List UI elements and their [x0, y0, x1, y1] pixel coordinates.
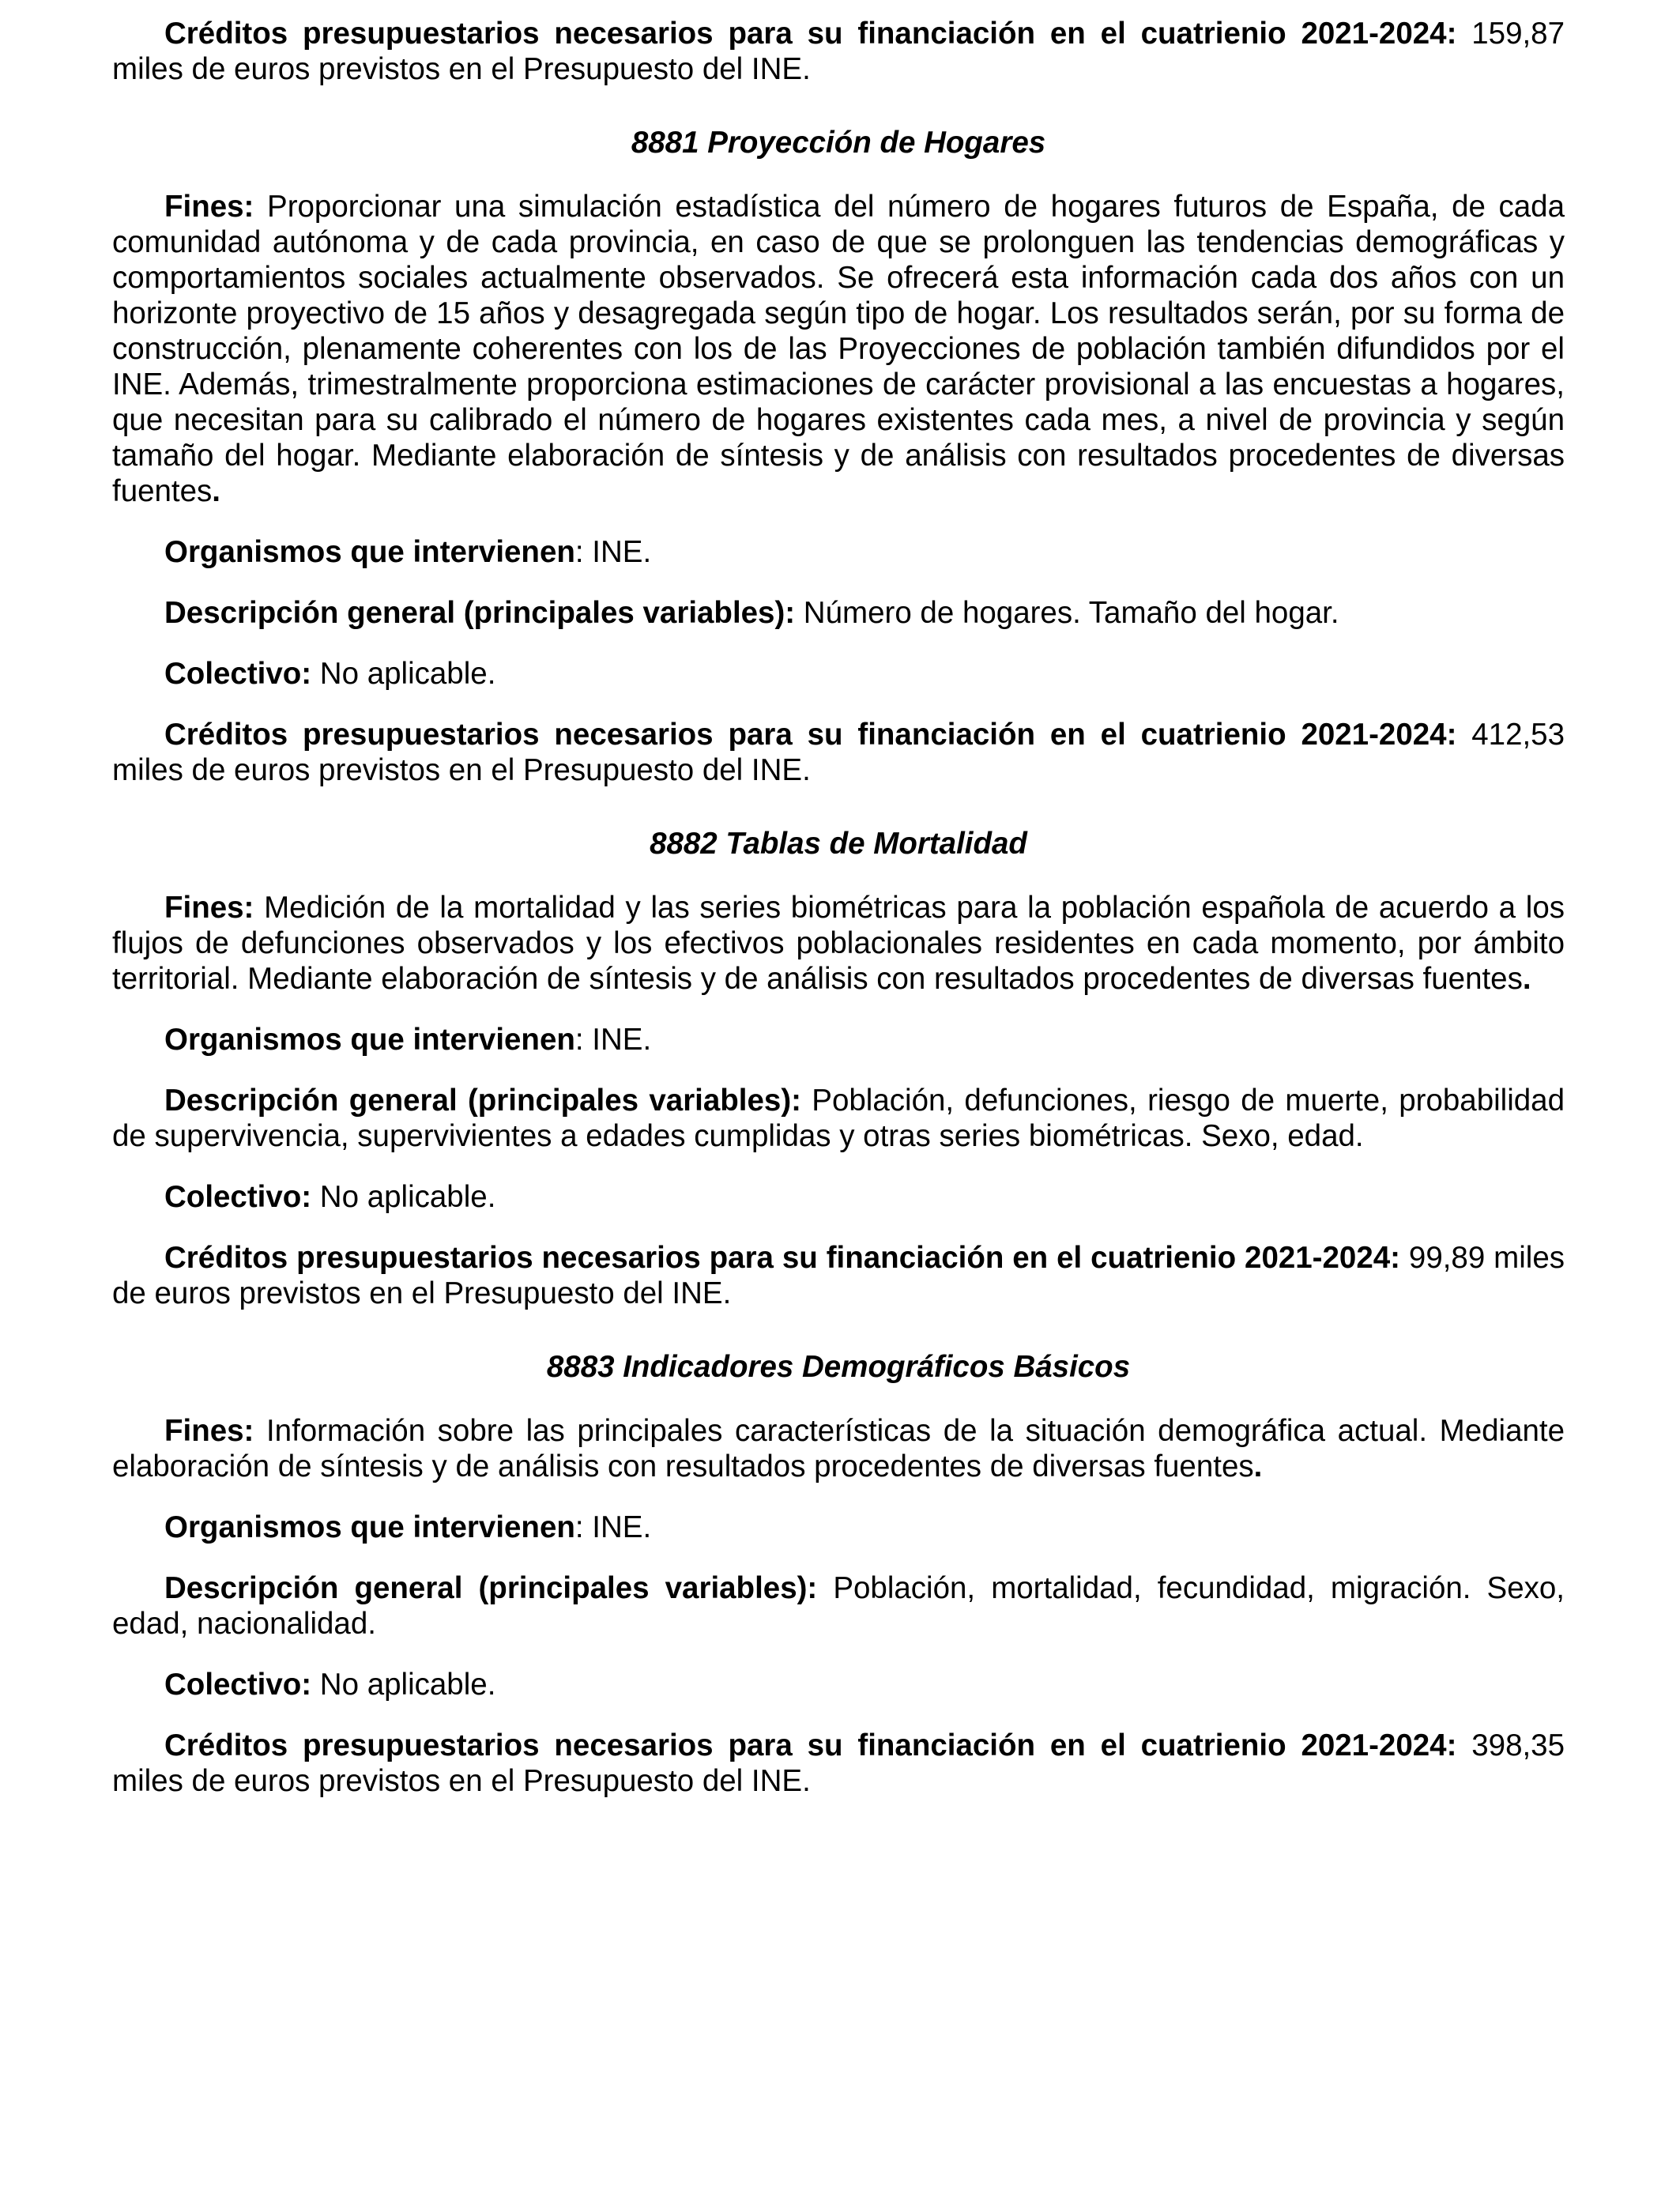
colectivo-text: No aplicable. — [311, 1668, 496, 1702]
creditos-label: Créditos presupuestarios necesarios para su financiación en el cuatrienio 2021-2024: — [164, 17, 1457, 51]
fines-text: Medición de la mortalidad y las series biométricas para la población española de acuerdo a los flujos de defunciones observados y los efectivos poblacionales residentes en cada momento, por ámbito territorial. Mediante elaboración de síntesis y de análisis con resultados procedentes de diversas fuentes — [112, 891, 1565, 996]
section-title-8882: 8882 Tablas de Mortalidad — [650, 827, 1027, 861]
colectivo-text: No aplicable. — [311, 657, 496, 691]
descripcion-label: Descripción general (principales variables): — [164, 1084, 801, 1118]
descripcion-text: Población, defunciones, riesgo de muerte, probabilidad de supervivencia, supervivientes a edades cumplidas y otras series biométricas. Sexo, edad. — [112, 1084, 1565, 1153]
fines-paragraph — [112, 890, 1565, 997]
creditos-paragraph — [112, 717, 1565, 788]
fines-end: . — [1522, 962, 1531, 996]
colectivo-text: No aplicable. — [311, 1180, 496, 1214]
organismos-text: : INE. — [574, 535, 652, 569]
section-title-8883: 8883 Indicadores Demográficos Básicos — [546, 1350, 1131, 1384]
fines-label: Fines: — [164, 891, 254, 925]
fines-paragraph — [112, 1413, 1565, 1484]
fines-end: . — [1253, 1449, 1263, 1483]
fines-end: . — [212, 474, 220, 508]
creditos-label: Créditos presupuestarios necesarios para su financiación en el cuatrienio 2021-2024: — [164, 1728, 1457, 1762]
fines-label: Fines: — [164, 1414, 254, 1448]
creditos-label: Créditos presupuestarios necesarios para su financiación en el cuatrienio 2021-2024: — [164, 1241, 1400, 1275]
document-page — [112, 16, 1565, 1799]
descripcion-paragraph — [112, 1083, 1565, 1154]
fines-text: Información sobre las principales características de la situación demográfica actual. Mediante elaboración de síntesis y de análisis con resultados procedentes de diversas fuentes — [112, 1414, 1565, 1483]
creditos-paragraph — [112, 1240, 1565, 1311]
creditos-label: Créditos presupuestarios necesarios para su financiación en el cuatrienio 2021-2024: — [164, 718, 1457, 752]
section-title-8881: 8881 Proyección de Hogares — [631, 126, 1046, 160]
descripcion-text: Número de hogares. Tamaño del hogar. — [795, 596, 1339, 630]
descripcion-paragraph — [112, 595, 1565, 631]
fines-paragraph — [112, 189, 1565, 509]
colectivo-paragraph — [112, 1179, 1565, 1215]
organismos-paragraph — [112, 1022, 1565, 1057]
descripcion-paragraph — [112, 1570, 1565, 1642]
organismos-label: Organismos que intervienen — [164, 1510, 575, 1544]
colectivo-paragraph — [112, 1667, 1565, 1702]
organismos-label: Organismos que intervienen — [164, 1023, 575, 1057]
creditos-paragraph — [112, 1728, 1565, 1799]
organismos-label: Organismos que intervienen — [164, 535, 575, 569]
intro-creditos-paragraph — [112, 16, 1565, 87]
organismos-paragraph — [112, 1510, 1565, 1545]
fines-label: Fines: — [164, 190, 254, 224]
creditos-text: 398,35 miles de euros previstos en el Presupuesto del INE. — [112, 1728, 1565, 1798]
creditos-text: 159,87 miles de euros previstos en el Presupuesto del INE. — [112, 17, 1565, 86]
colectivo-paragraph — [112, 656, 1565, 692]
colectivo-label: Colectivo: — [164, 1668, 312, 1702]
descripcion-label: Descripción general (principales variables): — [164, 1571, 818, 1605]
descripcion-text: Población, mortalidad, fecundidad, migración. Sexo, edad, nacionalidad. — [112, 1571, 1565, 1641]
colectivo-label: Colectivo: — [164, 657, 312, 691]
organismos-text: : INE. — [574, 1510, 652, 1544]
descripcion-label: Descripción general (principales variables): — [164, 596, 796, 630]
organismos-paragraph — [112, 534, 1565, 570]
creditos-text: 412,53 miles de euros previstos en el Presupuesto del INE. — [112, 718, 1565, 787]
creditos-text: 99,89 miles de euros previstos en el Presupuesto del INE. — [112, 1241, 1565, 1310]
organismos-text: : INE. — [574, 1023, 652, 1057]
colectivo-label: Colectivo: — [164, 1180, 312, 1214]
fines-text: Proporcionar una simulación estadística del número de hogares futuros de España, de cada comunidad autónoma y de cada provincia, en caso de que se prolonguen las tendencias demográficas y comportamientos sociales actualmente observados. Se ofrecerá esta información cada dos años con un horizonte proyectivo de 15 años y desagregada según tipo de hogar. Los resultados serán, por su forma de construcción, plenamente coherentes con los de las Proyecciones de población también difundidos por el INE. Además, trimestralmente proporciona estimaciones de carácter provisional a las encuestas a hogares, que necesitan para su calibrado el número de hogares existentes cada mes, a nivel de provincia y según tamaño del hogar. Mediante elaboración de síntesis y de análisis con resultados procedentes de diversas fuentes — [112, 190, 1565, 508]
